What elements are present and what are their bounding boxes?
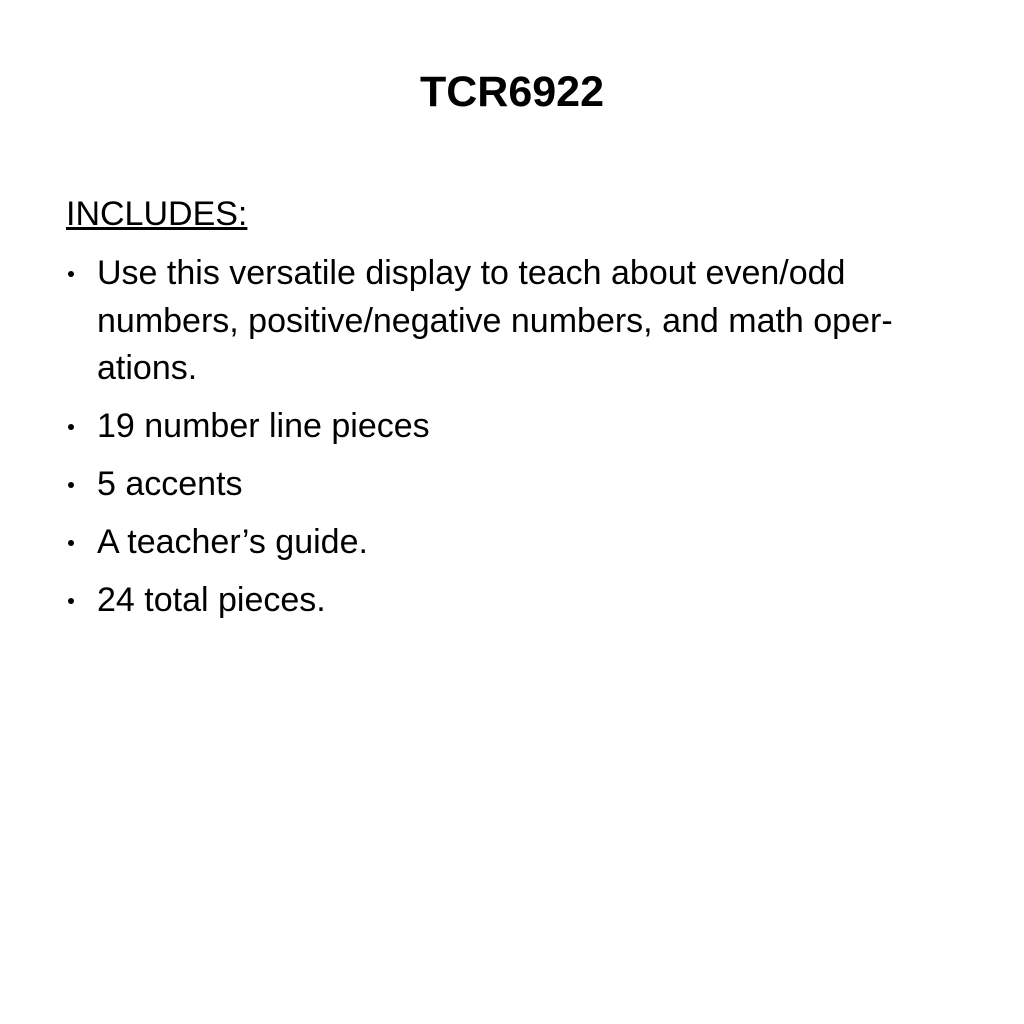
list-item-text: 24 total pieces. xyxy=(97,581,326,619)
list-item xyxy=(66,577,966,625)
bullet-icon xyxy=(68,598,74,604)
list-item xyxy=(66,403,966,451)
document-title: TCR6922 xyxy=(419,68,605,116)
list-item xyxy=(66,519,966,567)
includes-heading: INCLUDES: xyxy=(66,195,248,233)
list-item xyxy=(66,250,966,393)
bullet-icon xyxy=(68,424,74,430)
bullet-icon xyxy=(68,482,74,488)
includes-list xyxy=(66,250,966,635)
bullet-icon xyxy=(68,540,74,546)
list-item-text: 5 accents xyxy=(97,465,243,503)
list-item-text: A teacher’s guide. xyxy=(97,523,368,561)
list-item xyxy=(66,461,966,509)
list-item-text: 19 number line pieces xyxy=(97,407,430,445)
bullet-icon xyxy=(68,271,74,277)
list-item-text: Use this versatile display to teach about even/odd numbers, positive/negative numbers, and math oper-ations. xyxy=(97,254,893,387)
